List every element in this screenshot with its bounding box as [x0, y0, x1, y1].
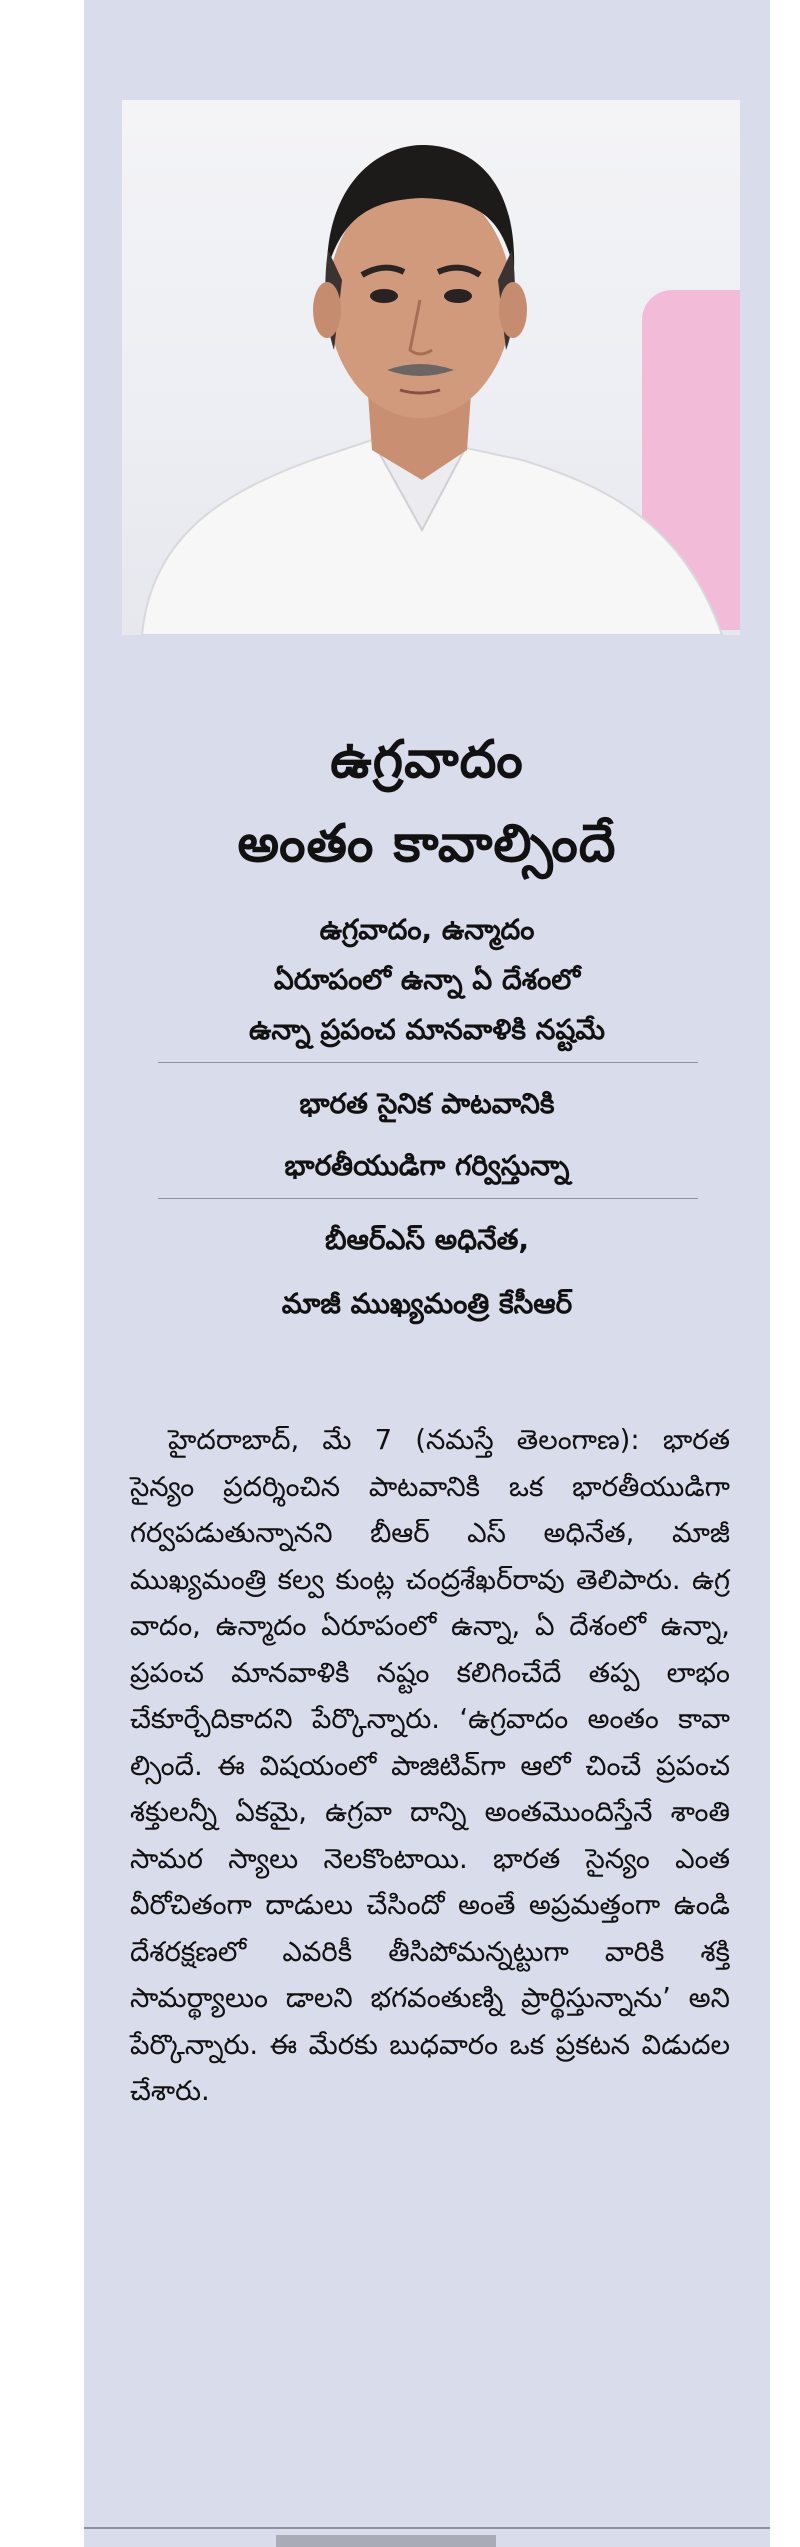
portrait-photo	[122, 100, 740, 635]
subhead-divider	[158, 1198, 698, 1199]
subhead-line-4: భారత సైనిక పాటవానికి	[299, 1087, 555, 1120]
bottom-rule	[84, 2527, 770, 2529]
subhead-line-7: మాజీ ముఖ్యమంత్రి కేసీఆర్	[281, 1287, 573, 1320]
headline-line-1: ఉగ్రవాదం	[330, 730, 524, 790]
subhead-line-3: ఉన్నా ప్రపంచ మానవాళికి నష్టమే	[248, 1013, 606, 1046]
page-left-margin	[0, 0, 84, 2547]
page-right-margin	[770, 0, 800, 2547]
subhead-line-1: ఉగ్రవాదం, ఉన్మాదం	[319, 913, 535, 946]
subhead-divider	[158, 1062, 698, 1063]
subhead-line-2: ఏరూపంలో ఉన్నా ఏ దేశంలో	[273, 963, 581, 996]
subhead-line-6: బీఆర్ఎస్ అధినేత,	[324, 1223, 530, 1256]
man-portrait-illustration	[122, 100, 740, 635]
article-paragraph: హైదరాబాద్, మే 7 (నమస్తే తెలంగాణ): భారత సైన్యం ప్రదర్శించిన పాటవానికి ఒక భారతీయుడిగా గర్వపడుతున్నానని బీఆర్ ఎస్ అధినేత, మాజీ ముఖ్యమంత్రి కల్వ కుంట్ల చంద్రశేఖర్‌రావు తెలిపారు. ఉగ్ర వాదం, ఉన్మాదం ఏరూపంలో ఉన్నా, ఏ దేశంలో ఉన్నా, ప్రపంచ మానవాళికి నష్టం కలిగించేదే తప్ప లాభం చేకూర్చేదికాదని పేర్కొన్నారు. ‘ఉగ్రవాదం అంతం కావా ల్సిందే. ఈ విషయంలో పాజిటివ్‌గా ఆలో చించే ప్రపంచ శక్తులన్నీ ఏకమై, ఉగ్రవా దాన్ని అంతమొందిస్తేనే శాంతి సామర స్యాలు నెలకొంటాయి. భారత సైన్యం ఎంత వీరోచితంగా దాడులు చేసిందో అంతే అప్రమత్తంగా ఉండి దేశరక్షణలో ఎవరికీ తీసిపోమన్నట్టుగా వారికి శక్తి సామర్థ్యాలుం డాలని భగవంతుణ్ని ప్రార్థిస్తున్నాను’ అని పేర్కొన్నారు. ఈ మేరకు బుధవారం ఒక ప్రకటన విడుదల చేశారు.	[130, 1424, 730, 2107]
headline-line-2: అంతం కావాల్సిందే	[237, 814, 617, 874]
article-body	[130, 1417, 730, 2115]
subhead-line-5: భారతీయుడిగా గర్విస్తున్నా	[284, 1149, 570, 1182]
bottom-bar	[276, 2535, 496, 2547]
